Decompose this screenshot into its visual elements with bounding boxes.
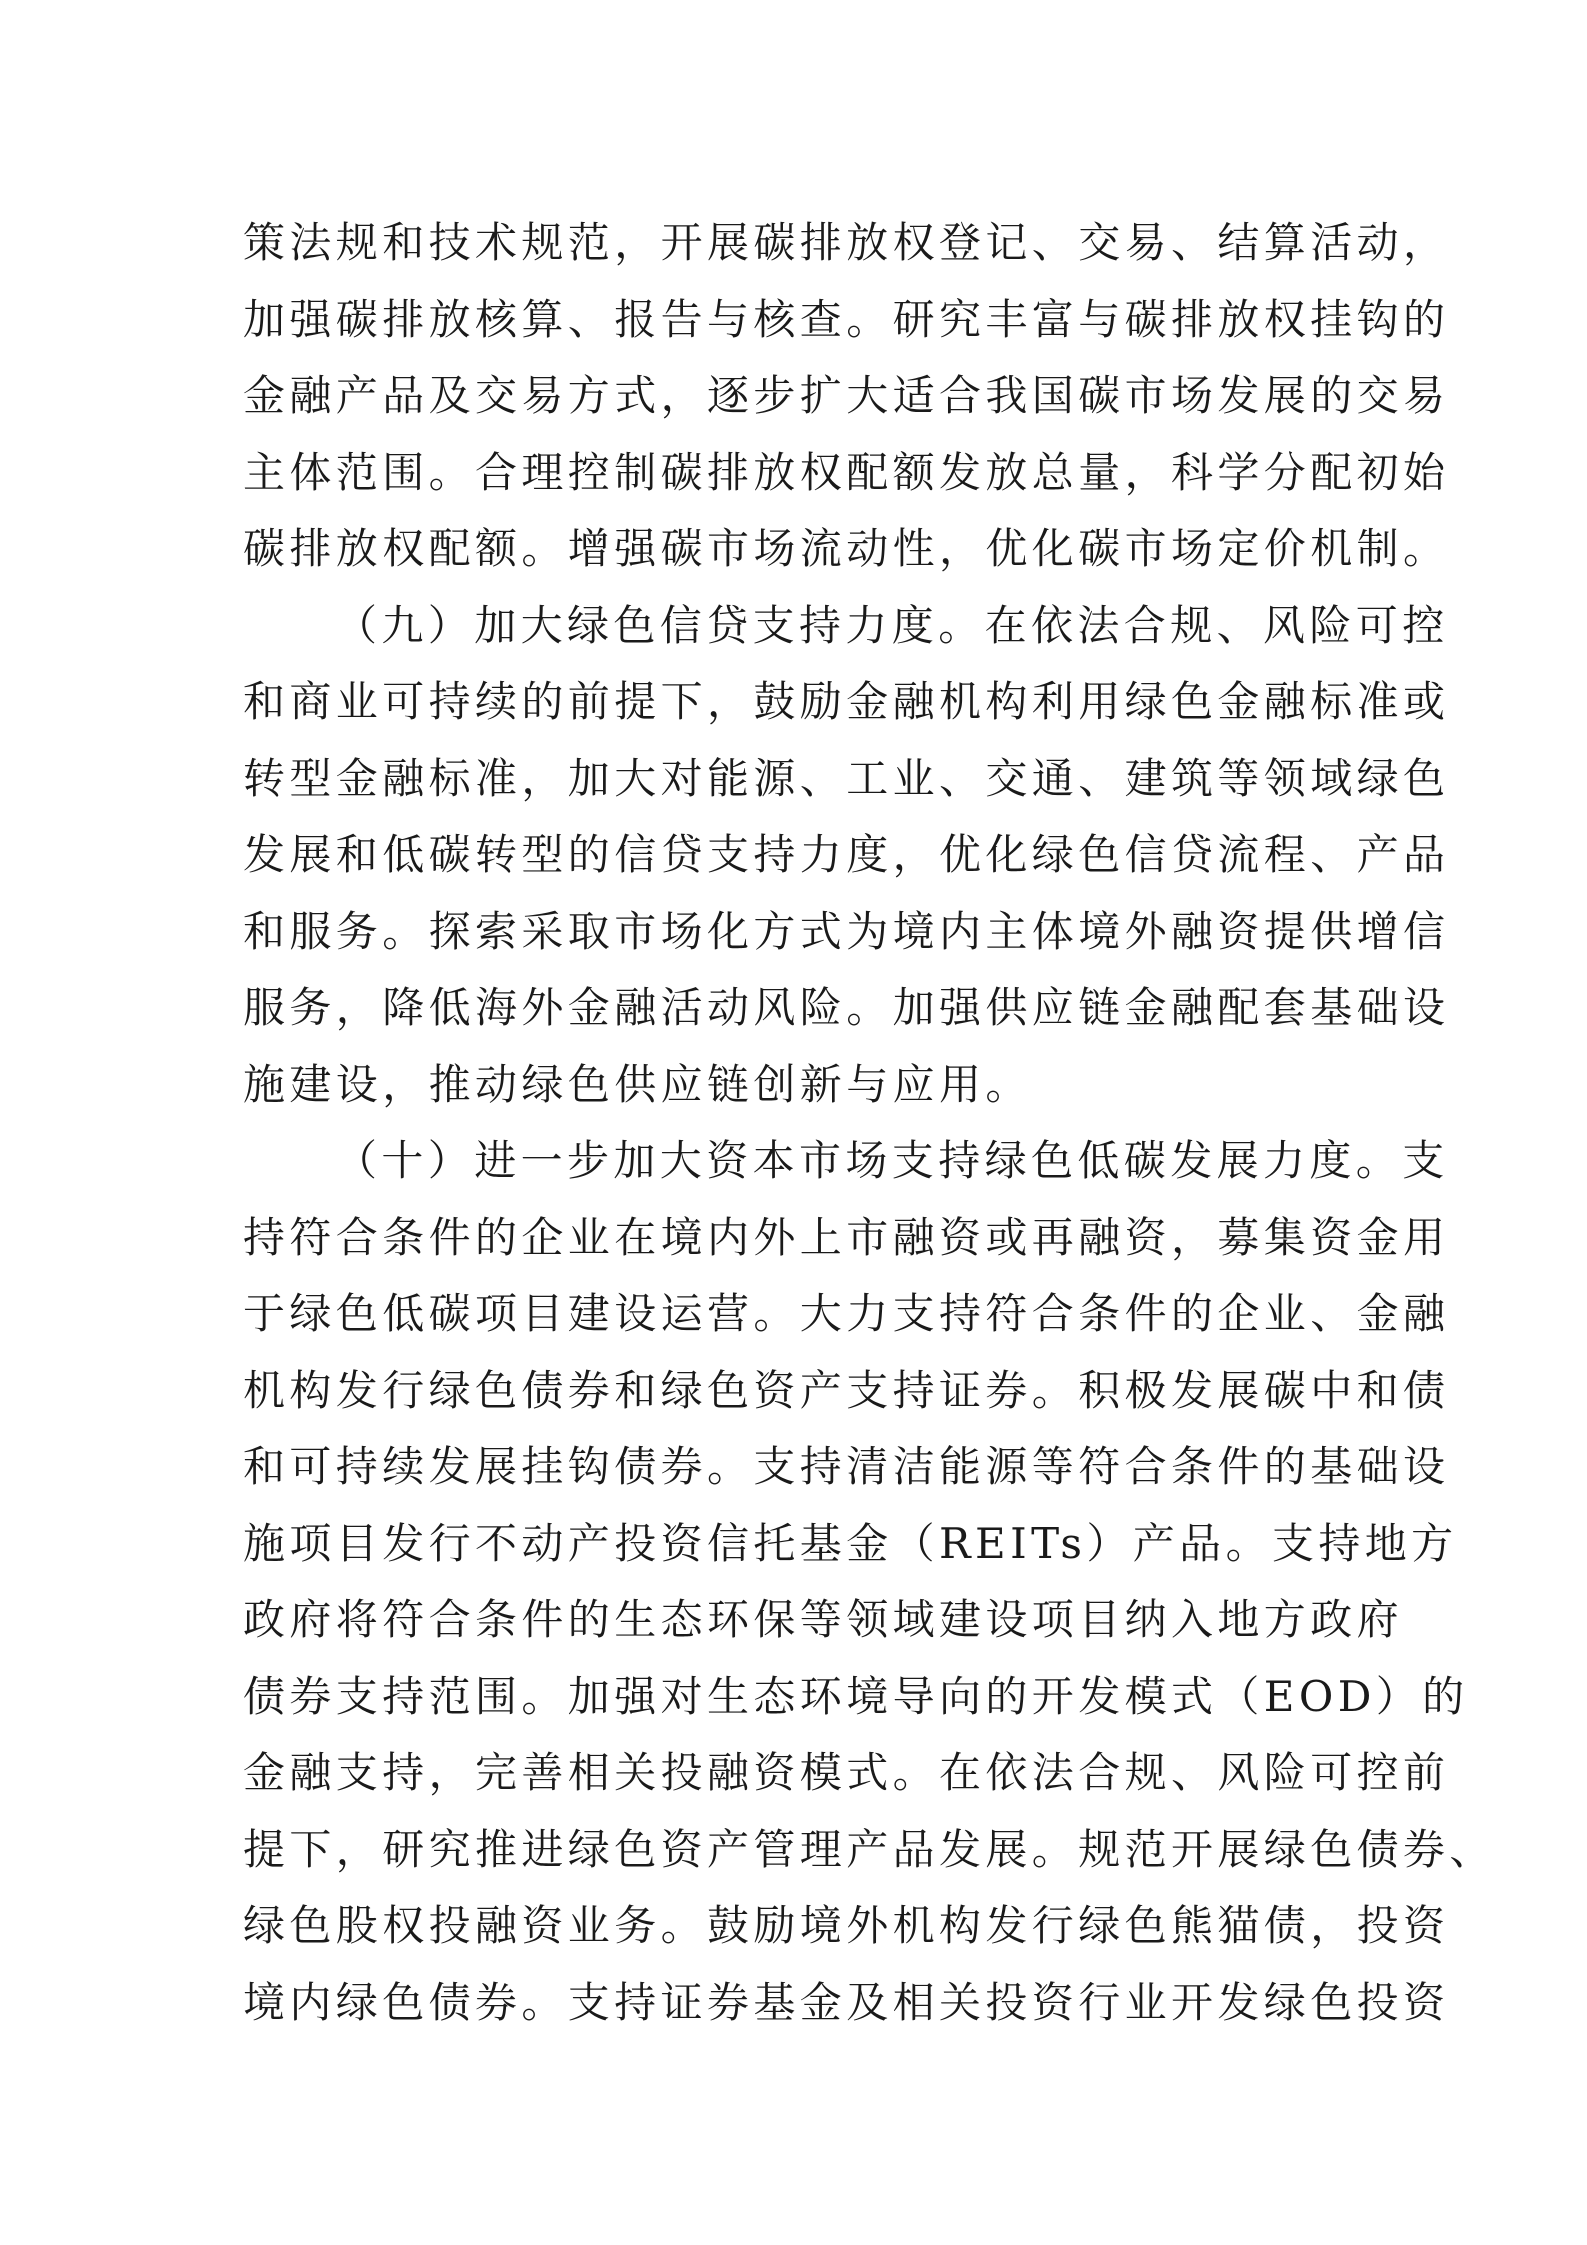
- text-line: 绿色股权投融资业务。鼓励境外机构发行绿色熊猫债，投资: [243, 1901, 1450, 1950]
- text-line: 持符合条件的企业在境内外上市融资或再融资，募集资金用: [243, 1212, 1450, 1262]
- text-line: 金融产品及交易方式，逐步扩大适合我国碳市场发展的交易: [243, 371, 1450, 420]
- text-line: 和可持续发展挂钩债券。支持清洁能源等符合条件的基础设: [243, 1442, 1450, 1491]
- paragraph-heading-line: （九）加大绿色信贷支持力度。在依法合规、风险可控: [335, 600, 1449, 650]
- text-line: 和服务。探索采取市场化方式为境内主体境外融资提供增信: [243, 906, 1450, 956]
- text-line: 于绿色低碳项目建设运营。大力支持符合条件的企业、金融: [243, 1289, 1450, 1338]
- text-line: 服务，降低海外金融活动风险。加强供应链金融配套基础设: [243, 983, 1450, 1032]
- paragraph-heading-line: （十）进一步加大资本市场支持绿色低碳发展力度。支: [335, 1136, 1449, 1185]
- body-text: [243, 205, 1496, 2041]
- text-line: 和商业可持续的前提下，鼓励金融机构利用绿色金融标准或: [243, 677, 1450, 726]
- text-line: 提下，研究推进绿色资产管理产品发展。规范开展绿色债券、: [243, 1824, 1496, 1874]
- text-line: 政府将符合条件的生态环保等领域建设项目纳入地方政府: [243, 1595, 1404, 1644]
- text-line: 施项目发行不动产投资信托基金（REITs）产品。支持地方: [243, 1518, 1458, 1568]
- text-line: 发展和低碳转型的信贷支持力度，优化绿色信贷流程、产品: [243, 830, 1450, 879]
- text-line: 境内绿色债券。支持证券基金及相关投资行业开发绿色投资: [243, 1977, 1450, 2027]
- text-line: 施建设，推动绿色供应链创新与应用。: [243, 1059, 1032, 1109]
- text-line: 债券支持范围。加强对生态环境导向的开发模式（EOD）的: [243, 1671, 1469, 1721]
- text-line: 碳排放权配额。增强碳市场流动性，优化碳市场定价机制。: [243, 524, 1450, 573]
- text-line: 转型金融标准，加大对能源、工业、交通、建筑等领域绿色: [243, 753, 1450, 803]
- text-line: 机构发行绿色债券和绿色资产支持证券。积极发展碳中和债: [243, 1365, 1450, 1415]
- text-line: 加强碳排放核算、报告与核查。研究丰富与碳排放权挂钩的: [243, 294, 1450, 344]
- text-line: 主体范围。合理控制碳排放权配额发放总量，科学分配初始: [243, 447, 1450, 497]
- text-line: 金融支持，完善相关投融资模式。在依法合规、风险可控前: [243, 1748, 1450, 1797]
- text-line: 策法规和技术规范，开展碳排放权登记、交易、结算活动，: [243, 218, 1450, 267]
